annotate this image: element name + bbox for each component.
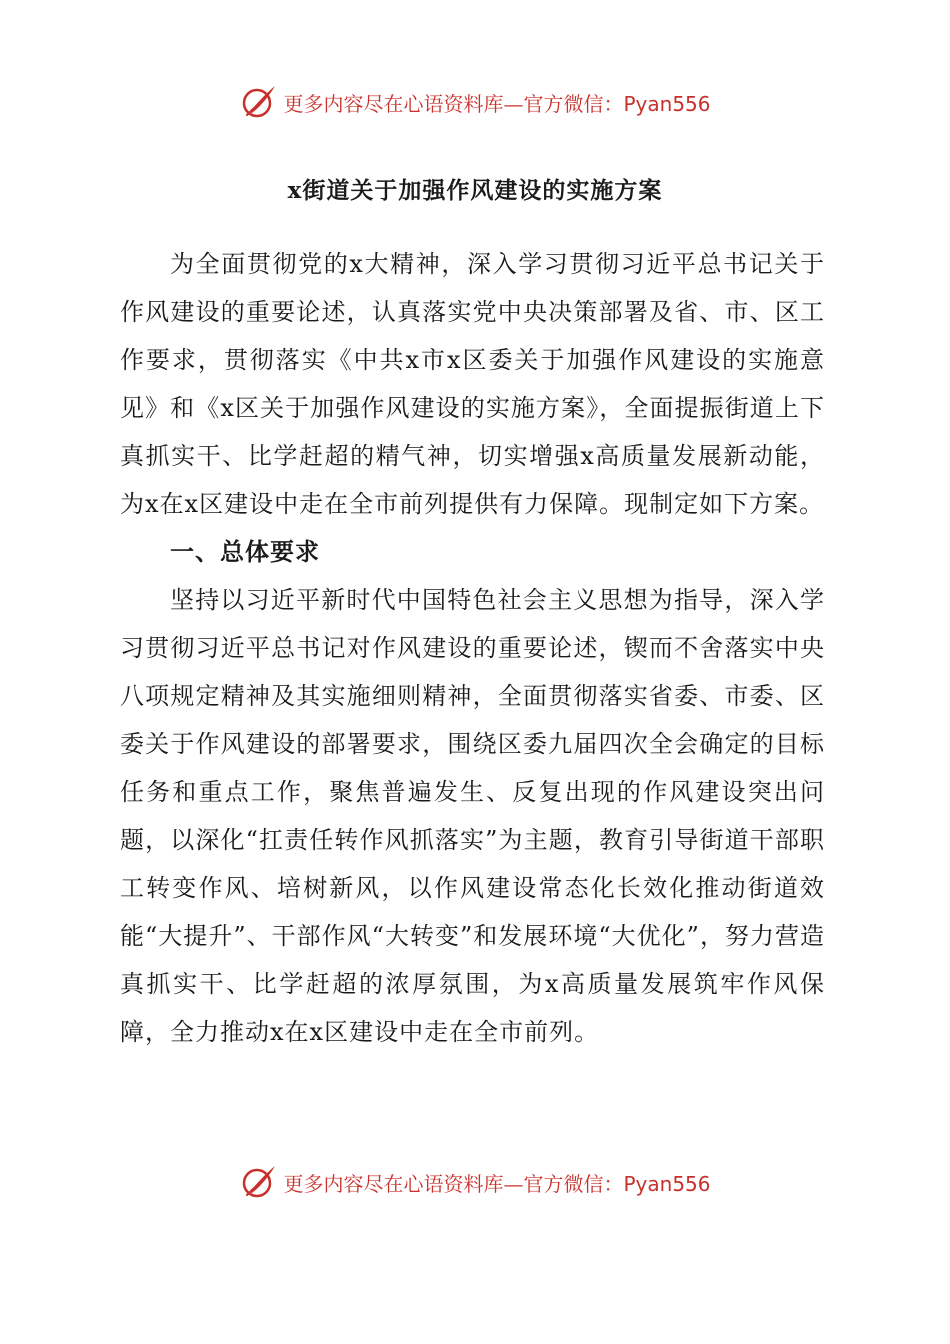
intro-paragraph: 为全面贯彻党的x大精神，深入学习贯彻习近平总书记关于作风建设的重要论述，认真落实党中央决策部署及省、市、区工作要求，贯彻落实《中共x市x区委关于加强作风建设的实施意见》和《x区关于加强作风建设的实施方案》，全面提振街道上下真抓实干、比学赶超的精气神，切实增强x高质量发展新动能，为x在x区建设中走在全市前列提供有力保障。现制定如下方案。 xyxy=(120,250,825,518)
quill-pen-in-circle-icon xyxy=(239,82,279,122)
watermark-banner-top xyxy=(0,78,950,126)
document-title: x街道关于加强作风建设的实施方案 xyxy=(287,177,663,204)
section-paragraph: 坚持以习近平新时代中国特色社会主义思想为指导，深入学习贯彻习近平总书记对作风建设的重要论述，锲而不舍落实中央八项规定精神及其实施细则精神，全面贯彻落实省委、市委、区委关于作风建设的部署要求，围绕区委九届四次全会确定的目标任务和重点工作，聚焦普遍发生、反复出现的作风建设突出问题，以深化“扛责任转作风抓落实”为主题，教育引导街道干部职工转变作风、培树新风，以作风建设常态化长效化推动街道效能“大提升”、干部作风“大转变”和发展环境“大优化”，努力营造真抓实干、比学赶超的浓厚氛围，为x高质量发展筑牢作风保障，全力推动x在x区建设中走在全市前列。 xyxy=(120,586,825,1046)
wechat-id: Pyan556 xyxy=(623,1171,711,1196)
quill-pen-in-circle-icon xyxy=(239,1162,279,1202)
watermark-text: 更多内容尽在心语资料库—官方微信：Pyan556 xyxy=(283,91,711,116)
watermark-banner-bottom xyxy=(0,1158,950,1206)
wechat-id: Pyan556 xyxy=(623,91,711,116)
document-body xyxy=(120,240,825,1056)
section-heading: 一、总体要求 xyxy=(170,537,320,566)
watermark-text: 更多内容尽在心语资料库—官方微信：Pyan556 xyxy=(283,1171,711,1196)
